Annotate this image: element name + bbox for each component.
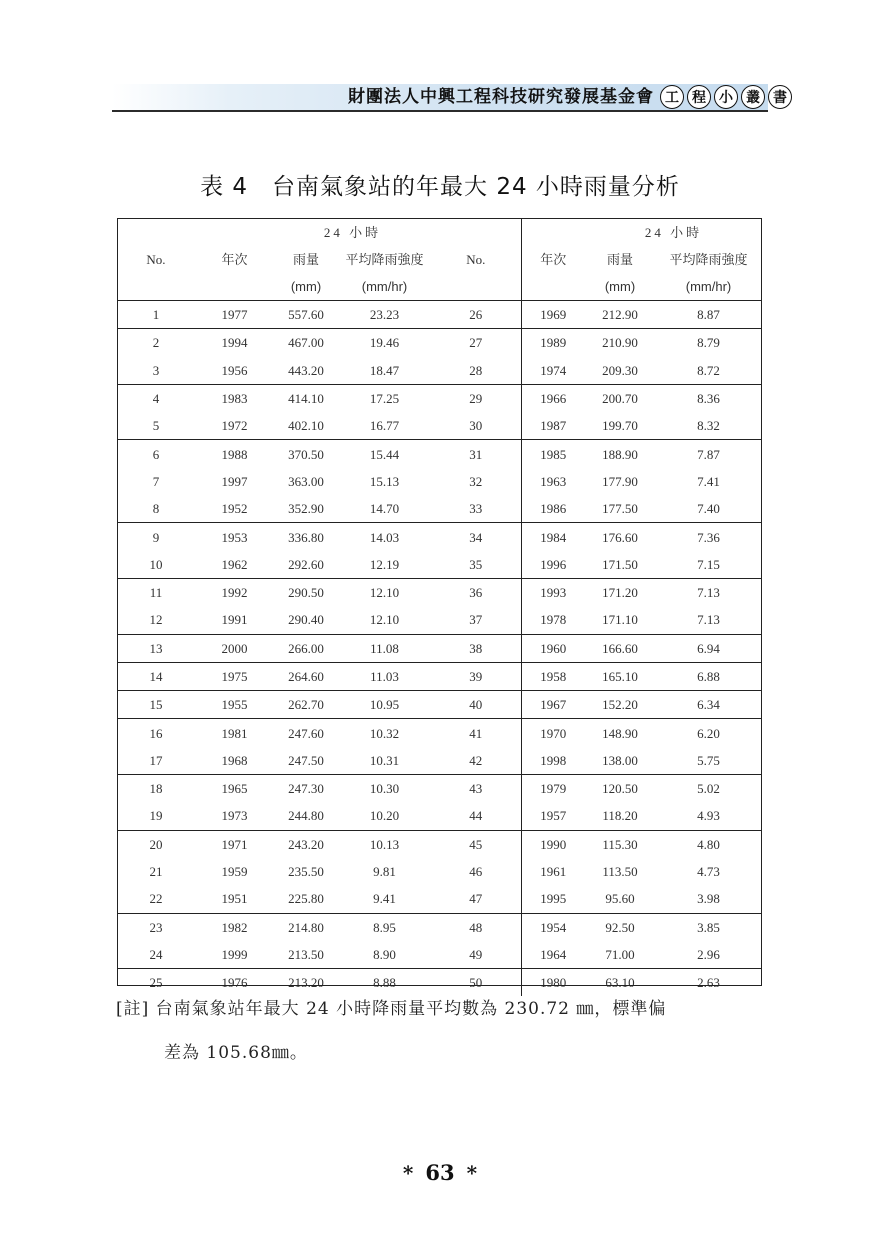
table-row <box>117 634 762 662</box>
cell-rain: 247.30 <box>274 775 338 803</box>
page-number-area <box>0 1160 880 1185</box>
note-line-2: 差為 105.68㎜。 <box>164 1043 308 1063</box>
cell-year: 1996 <box>521 551 585 579</box>
cell-no: 9 <box>117 523 195 551</box>
cell-no: 33 <box>469 501 483 517</box>
cell-no: 15 <box>117 691 195 719</box>
cell-rain: 443.20 <box>288 362 324 378</box>
cell-year: 1991 <box>221 612 248 628</box>
table-row <box>117 606 762 634</box>
cell-year: 1958 <box>521 662 585 690</box>
cell-intensity: 12.10 <box>338 578 431 606</box>
cell-year: 1976 <box>195 969 274 997</box>
cell-rain: 188.90 <box>585 440 655 468</box>
cell-rain: 247.50 <box>288 752 324 768</box>
header-rule <box>112 110 768 112</box>
header-rain: 雨量 <box>607 252 634 267</box>
table-title: 表 4 台南氣象站的年最大 24 小時雨量分析 <box>200 174 680 200</box>
cell-intensity: 8.87 <box>655 301 762 329</box>
cell-intensity: 3.85 <box>655 913 762 941</box>
cell-year: 1959 <box>221 864 248 880</box>
cell-rain: 363.00 <box>288 473 324 489</box>
cell-rain: 213.20 <box>274 969 338 997</box>
cell-year: 1956 <box>221 362 248 378</box>
table-row <box>117 969 762 997</box>
cell-rain: 264.60 <box>274 662 338 690</box>
series-badge: 書 <box>768 85 792 109</box>
table-row <box>117 775 762 803</box>
cell-rain: 209.30 <box>602 362 638 378</box>
cell-year: 1981 <box>195 719 274 747</box>
cell-rain: 214.80 <box>274 913 338 941</box>
cell-no: 28 <box>469 362 483 378</box>
cell-intensity: 8.88 <box>338 969 431 997</box>
cell-intensity: 7.36 <box>655 523 762 551</box>
cell-year: 1994 <box>195 329 274 357</box>
cell-intensity: 7.87 <box>655 440 762 468</box>
cell-year: 1953 <box>195 523 274 551</box>
cell-rain: 243.20 <box>274 830 338 858</box>
cell-rain: 213.50 <box>288 946 324 962</box>
cell-no: 19 <box>149 808 163 824</box>
cell-no: 27 <box>431 329 521 357</box>
header-no: No. <box>466 252 486 267</box>
cell-intensity: 6.20 <box>655 719 762 747</box>
cell-year: 1998 <box>521 747 585 775</box>
cell-rain: 199.70 <box>602 418 638 434</box>
table-row <box>117 578 762 606</box>
cell-no: 23 <box>117 913 195 941</box>
cell-no: 46 <box>469 864 483 880</box>
cell-no: 43 <box>431 775 521 803</box>
cell-rain: 92.50 <box>585 913 655 941</box>
cell-intensity: 4.93 <box>697 808 720 824</box>
cell-intensity: 7.15 <box>697 556 720 572</box>
publisher-name: 財團法人中興工程科技研究發展基金會 <box>348 87 654 107</box>
cell-rain: 225.80 <box>288 891 324 907</box>
cell-intensity: 15.13 <box>369 473 400 489</box>
cell-no: 25 <box>117 969 195 997</box>
cell-year: 1974 <box>521 357 585 385</box>
cell-year: 1990 <box>521 830 585 858</box>
cell-rain: 212.90 <box>585 301 655 329</box>
cell-year: 1954 <box>521 913 585 941</box>
cell-rain: 113.50 <box>602 864 638 880</box>
cell-rain: 557.60 <box>274 301 338 329</box>
cell-rain: 138.00 <box>602 752 638 768</box>
cell-year: 1960 <box>521 634 585 662</box>
series-badges <box>660 85 792 109</box>
cell-intensity: 10.95 <box>338 691 431 719</box>
cell-year: 1963 <box>521 468 585 495</box>
table-row <box>117 468 762 495</box>
header-no: No. <box>146 252 166 267</box>
cell-rain: 200.70 <box>585 384 655 412</box>
cell-no: 24 <box>149 946 163 962</box>
cell-rain: 171.20 <box>585 578 655 606</box>
cell-no: 31 <box>431 440 521 468</box>
cell-intensity: 6.88 <box>655 662 762 690</box>
cell-no: 5 <box>152 418 160 434</box>
cell-intensity: 3.98 <box>697 891 720 907</box>
cell-year: 1992 <box>195 578 274 606</box>
cell-no: 2 <box>117 329 195 357</box>
cell-no: 12 <box>149 612 163 628</box>
table-row <box>117 357 762 385</box>
cell-year: 1972 <box>221 418 248 434</box>
table-row <box>117 329 762 357</box>
cell-intensity: 14.03 <box>338 523 431 551</box>
cell-intensity: 14.70 <box>369 501 400 517</box>
table-row <box>117 691 762 719</box>
cell-intensity: 5.75 <box>697 752 720 768</box>
cell-year: 1984 <box>521 523 585 551</box>
cell-intensity: 18.47 <box>369 362 400 378</box>
cell-year: 1964 <box>521 941 585 969</box>
cell-rain: 292.60 <box>288 556 324 572</box>
cell-year: 1973 <box>221 808 248 824</box>
table-row <box>117 719 762 747</box>
series-badge: 叢 <box>741 85 765 109</box>
cell-rain: 177.90 <box>602 473 638 489</box>
cell-year: 1955 <box>195 691 274 719</box>
cell-rain: 290.50 <box>274 578 338 606</box>
table-row <box>117 802 762 830</box>
cell-year: 1965 <box>195 775 274 803</box>
span-label-right: 24 小時 <box>585 219 762 247</box>
cell-intensity: 12.19 <box>369 556 400 572</box>
cell-rain: 247.60 <box>274 719 338 747</box>
cell-intensity: 8.79 <box>655 329 762 357</box>
cell-no: 18 <box>117 775 195 803</box>
table-header <box>117 219 762 301</box>
unit-rain: (mm) <box>604 279 636 294</box>
cell-intensity: 8.72 <box>697 362 720 378</box>
cell-no: 48 <box>431 913 521 941</box>
header-intensity: 平均降雨強度 <box>669 252 748 267</box>
cell-intensity: 8.32 <box>697 418 720 434</box>
cell-no: 50 <box>431 969 521 997</box>
span-label-left: 24 小時 <box>274 219 431 247</box>
star-icon: * <box>402 1161 414 1185</box>
cell-rain: 71.00 <box>605 946 635 962</box>
cell-intensity: 15.44 <box>338 440 431 468</box>
cell-no: 20 <box>117 830 195 858</box>
cell-intensity: 7.13 <box>655 578 762 606</box>
cell-year: 1988 <box>195 440 274 468</box>
table-row <box>117 662 762 690</box>
cell-intensity: 9.81 <box>373 864 396 880</box>
header-year: 年次 <box>221 252 248 267</box>
page-number: 63 <box>425 1160 455 1185</box>
cell-year: 1995 <box>521 885 585 913</box>
cell-year: 1968 <box>221 752 248 768</box>
cell-no: 32 <box>469 473 483 489</box>
rainfall-table <box>117 218 762 996</box>
cell-year: 1957 <box>521 802 585 830</box>
cell-rain: 176.60 <box>585 523 655 551</box>
cell-intensity: 6.34 <box>655 691 762 719</box>
cell-no: 40 <box>431 691 521 719</box>
cell-no: 17 <box>149 752 163 768</box>
cell-no: 22 <box>149 891 163 907</box>
cell-intensity: 7.13 <box>697 612 720 628</box>
cell-rain: 290.40 <box>288 612 324 628</box>
cell-no: 36 <box>431 578 521 606</box>
cell-no: 49 <box>469 946 483 962</box>
table-row <box>117 384 762 412</box>
cell-no: 6 <box>117 440 195 468</box>
cell-rain: 177.50 <box>602 501 638 517</box>
cell-no: 16 <box>117 719 195 747</box>
cell-no: 3 <box>152 362 160 378</box>
cell-rain: 120.50 <box>585 775 655 803</box>
table-row <box>117 747 762 775</box>
table-row <box>117 830 762 858</box>
table-row <box>117 913 762 941</box>
cell-year: 1997 <box>221 473 248 489</box>
cell-no: 35 <box>469 556 483 572</box>
cell-no: 42 <box>469 752 483 768</box>
cell-year: 1966 <box>521 384 585 412</box>
cell-no: 13 <box>117 634 195 662</box>
cell-rain: 165.10 <box>585 662 655 690</box>
cell-rain: 402.10 <box>288 418 324 434</box>
cell-year: 1983 <box>195 384 274 412</box>
cell-intensity: 11.08 <box>338 634 431 662</box>
cell-intensity: 6.94 <box>655 634 762 662</box>
cell-year: 1979 <box>521 775 585 803</box>
cell-no: 47 <box>469 891 483 907</box>
cell-no: 4 <box>117 384 195 412</box>
cell-rain: 262.70 <box>274 691 338 719</box>
cell-intensity: 12.10 <box>369 612 400 628</box>
cell-year: 1985 <box>521 440 585 468</box>
cell-intensity: 10.13 <box>338 830 431 858</box>
cell-intensity: 10.31 <box>369 752 400 768</box>
cell-rain: 148.90 <box>585 719 655 747</box>
cell-no: 8 <box>152 501 160 517</box>
cell-year: 1951 <box>221 891 248 907</box>
cell-rain: 210.90 <box>585 329 655 357</box>
cell-no: 44 <box>469 808 483 824</box>
cell-no: 30 <box>469 418 483 434</box>
cell-intensity: 17.25 <box>338 384 431 412</box>
series-badge: 程 <box>687 85 711 109</box>
cell-year: 1971 <box>195 830 274 858</box>
cell-intensity: 23.23 <box>338 301 431 329</box>
cell-no: 38 <box>431 634 521 662</box>
table-row <box>117 412 762 440</box>
unit-intensity: (mm/hr) <box>361 279 408 294</box>
cell-rain: 352.90 <box>288 501 324 517</box>
series-badge: 工 <box>660 85 684 109</box>
cell-rain: 152.20 <box>585 691 655 719</box>
cell-intensity: 8.90 <box>373 946 396 962</box>
cell-intensity: 2.63 <box>655 969 762 997</box>
header-year: 年次 <box>521 246 585 273</box>
series-badge: 小 <box>714 85 738 109</box>
cell-year: 1999 <box>221 946 248 962</box>
cell-rain: 166.60 <box>585 634 655 662</box>
table-row <box>117 858 762 885</box>
header-intensity: 平均降雨強度 <box>345 252 424 267</box>
cell-rain: 244.80 <box>288 808 324 824</box>
table-row <box>117 551 762 579</box>
cell-year: 1993 <box>521 578 585 606</box>
table-row <box>117 440 762 468</box>
cell-intensity: 10.20 <box>369 808 400 824</box>
table-row <box>117 523 762 551</box>
cell-year: 1987 <box>521 412 585 440</box>
table-row <box>117 941 762 969</box>
cell-no: 1 <box>117 301 195 329</box>
cell-no: 45 <box>431 830 521 858</box>
cell-rain: 235.50 <box>288 864 324 880</box>
cell-no: 10 <box>149 556 163 572</box>
cell-rain: 171.10 <box>602 612 638 628</box>
cell-intensity: 8.36 <box>655 384 762 412</box>
cell-no: 21 <box>149 864 163 880</box>
cell-intensity: 7.41 <box>697 473 720 489</box>
cell-no: 37 <box>469 612 483 628</box>
cell-rain: 63.10 <box>585 969 655 997</box>
cell-intensity: 2.96 <box>697 946 720 962</box>
cell-rain: 336.80 <box>274 523 338 551</box>
cell-intensity: 16.77 <box>369 418 400 434</box>
cell-year: 2000 <box>195 634 274 662</box>
cell-year: 1967 <box>521 691 585 719</box>
table-row <box>117 495 762 523</box>
table-row <box>117 301 762 329</box>
cell-rain: 115.30 <box>585 830 655 858</box>
cell-year: 1978 <box>521 606 585 634</box>
cell-rain: 370.50 <box>274 440 338 468</box>
cell-intensity: 9.41 <box>373 891 396 907</box>
cell-intensity: 4.80 <box>655 830 762 858</box>
cell-intensity: 10.30 <box>338 775 431 803</box>
cell-rain: 171.50 <box>602 556 638 572</box>
cell-intensity: 7.40 <box>697 501 720 517</box>
cell-rain: 95.60 <box>605 891 635 907</box>
cell-no: 14 <box>117 662 195 690</box>
cell-no: 26 <box>431 301 521 329</box>
cell-no: 11 <box>117 578 195 606</box>
cell-no: 7 <box>152 473 160 489</box>
cell-intensity: 4.73 <box>697 864 720 880</box>
cell-no: 39 <box>431 662 521 690</box>
cell-year: 1980 <box>521 969 585 997</box>
cell-year: 1977 <box>195 301 274 329</box>
cell-no: 41 <box>431 719 521 747</box>
cell-year: 1970 <box>521 719 585 747</box>
cell-intensity: 8.95 <box>338 913 431 941</box>
header-rain: 雨量 <box>292 252 319 267</box>
cell-rain: 118.20 <box>602 808 638 824</box>
cell-no: 34 <box>431 523 521 551</box>
cell-intensity: 19.46 <box>338 329 431 357</box>
cell-year: 1961 <box>521 858 585 885</box>
cell-no: 29 <box>431 384 521 412</box>
cell-intensity: 11.03 <box>338 662 431 690</box>
star-icon: * <box>466 1161 478 1185</box>
note-line-1: [註] 台南氣象站年最大 24 小時降雨量平均數為 230.72 ㎜，標準偏 <box>116 999 667 1019</box>
unit-intensity: (mm/hr) <box>685 279 732 294</box>
cell-rain: 467.00 <box>274 329 338 357</box>
cell-year: 1952 <box>221 501 248 517</box>
cell-year: 1989 <box>521 329 585 357</box>
cell-intensity: 10.32 <box>338 719 431 747</box>
cell-intensity: 5.02 <box>655 775 762 803</box>
cell-year: 1962 <box>221 556 248 572</box>
cell-year: 1975 <box>195 662 274 690</box>
cell-rain: 414.10 <box>274 384 338 412</box>
unit-rain: (mm) <box>290 279 322 294</box>
cell-year: 1982 <box>195 913 274 941</box>
table-row <box>117 885 762 913</box>
cell-year: 1986 <box>521 495 585 523</box>
cell-rain: 266.00 <box>274 634 338 662</box>
cell-year: 1969 <box>521 301 585 329</box>
table-body <box>117 301 762 997</box>
